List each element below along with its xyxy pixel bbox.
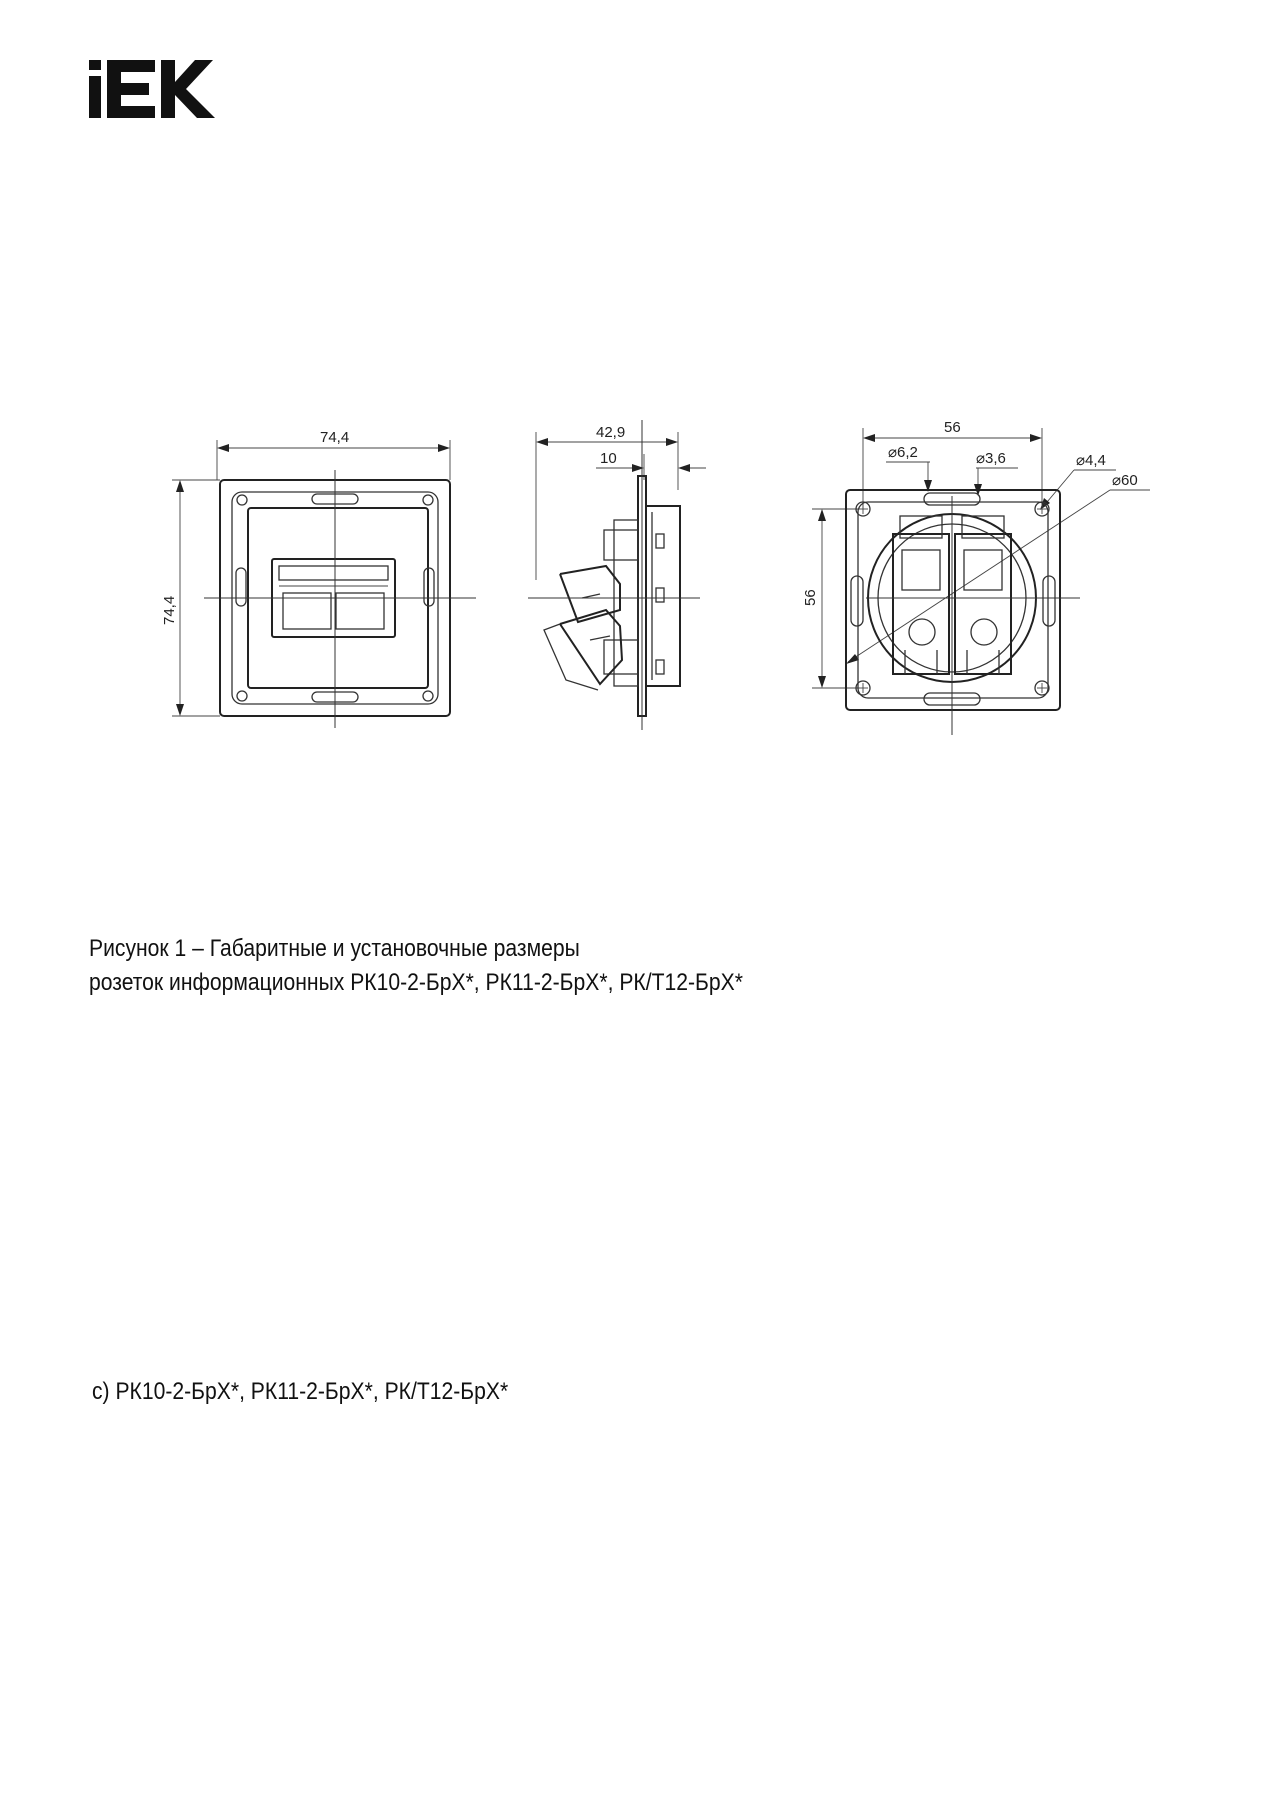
caption-line-2: розеток информационных РК10-2-БрХ*, РК11-2-БрХ*, РК/Т12-БрХ* bbox=[89, 969, 743, 996]
variant-label: c) РК10-2-БрХ*, РК11-2-БрХ*, РК/Т12-БрХ* bbox=[92, 1378, 509, 1405]
side-view bbox=[466, 420, 706, 730]
caption-line-1: Рисунок 1 – Габаритные и установочные размеры bbox=[89, 935, 580, 962]
back-mount-dim-v: 56 bbox=[802, 589, 819, 606]
front-width-dim: 74,4 bbox=[320, 429, 350, 446]
side-depth-dim: 42,9 bbox=[596, 424, 626, 441]
back-view bbox=[802, 419, 1150, 735]
front-view bbox=[161, 429, 470, 728]
hole-dia-2: ⌀3,6 bbox=[976, 450, 1006, 467]
back-mount-dim-h: 56 bbox=[944, 419, 961, 436]
side-insert-dim: 10 bbox=[600, 450, 617, 467]
hole-dia-3: ⌀4,4 bbox=[1076, 452, 1106, 469]
hole-dia-1: ⌀6,2 bbox=[888, 444, 918, 461]
dimension-drawings bbox=[0, 0, 1280, 800]
front-height-dim: 74,4 bbox=[161, 595, 178, 625]
circle-dia: ⌀60 bbox=[1112, 472, 1138, 489]
figure-caption bbox=[89, 932, 743, 1000]
